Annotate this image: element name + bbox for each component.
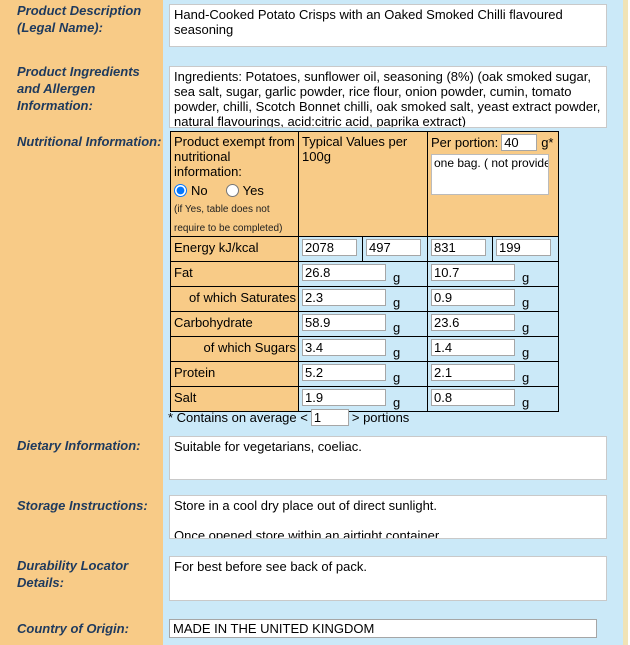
row-salt-label: Salt xyxy=(171,387,299,412)
product-description-label: Product Description (Legal Name): xyxy=(17,3,142,35)
saturates-portion-input[interactable] xyxy=(431,289,515,306)
protein-portion-unit: g xyxy=(522,370,530,385)
row-fat-label: Fat xyxy=(171,262,299,287)
carbohydrate-portion-input[interactable] xyxy=(431,314,515,331)
per-portion-grams-input[interactable] xyxy=(501,134,537,151)
portions-note xyxy=(168,406,409,428)
exempt-note-line2: require to be completed) xyxy=(174,223,283,234)
fat-100g-cell xyxy=(299,262,428,287)
energy-kcal-100g-input[interactable] xyxy=(366,239,421,256)
energy-kcal-portion-cell xyxy=(493,237,559,262)
per-100g-header-cell: Typical Values per 100g xyxy=(299,132,428,237)
energy-kj-portion-input[interactable] xyxy=(431,239,486,256)
per-portion-unit: g* xyxy=(541,135,554,150)
ingredients-textarea[interactable] xyxy=(169,66,607,128)
sugars-100g-unit: g xyxy=(393,345,401,360)
exempt-no-label: No xyxy=(191,183,208,198)
exempt-yes-label: Yes xyxy=(242,183,264,198)
portions-note-prefix: * Contains on average < xyxy=(168,409,308,425)
dietary-information-textarea[interactable] xyxy=(169,436,607,480)
product-description-textarea[interactable] xyxy=(169,4,607,47)
carbohydrate-portion-unit: g xyxy=(522,320,530,335)
sugars-portion-input[interactable] xyxy=(431,339,515,356)
ingredients-label: Product Ingredients and Allergen Information: xyxy=(17,64,140,113)
row-saturates-label: of which Saturates xyxy=(171,287,299,312)
protein-100g-unit: g xyxy=(393,370,401,385)
row-carbohydrate-label: Carbohydrate xyxy=(171,312,299,337)
salt-100g-unit: g xyxy=(393,395,401,410)
fat-100g-unit: g xyxy=(393,270,401,285)
saturates-100g-unit: g xyxy=(393,295,401,310)
energy-kj-100g-input[interactable] xyxy=(302,239,357,256)
storage-instructions-textarea[interactable] xyxy=(169,495,607,539)
carbohydrate-100g-unit: g xyxy=(393,320,401,335)
carbohydrate-portion-cell xyxy=(428,312,559,337)
sugars-100g-input[interactable] xyxy=(302,339,386,356)
fat-portion-unit: g xyxy=(522,270,530,285)
saturates-portion-cell xyxy=(428,287,559,312)
row-protein-label: Protein xyxy=(171,362,299,387)
salt-portion-input[interactable] xyxy=(431,389,515,406)
portions-count-input[interactable] xyxy=(311,409,349,426)
carbohydrate-100g-input[interactable] xyxy=(302,314,386,331)
country-of-origin-input[interactable] xyxy=(169,619,597,638)
row-sugars-label: of which Sugars xyxy=(171,337,299,362)
salt-100g-input[interactable] xyxy=(302,389,386,406)
durability-locator-label: Durability Locator Details: xyxy=(17,558,129,590)
durability-locator-textarea[interactable] xyxy=(169,556,607,601)
energy-kcal-portion-input[interactable] xyxy=(496,239,551,256)
salt-portion-cell xyxy=(428,387,559,412)
storage-instructions-label: Storage Instructions: xyxy=(17,498,148,513)
protein-100g-cell xyxy=(299,362,428,387)
exempt-question-cell xyxy=(171,132,299,237)
protein-portion-cell xyxy=(428,362,559,387)
saturates-100g-input[interactable] xyxy=(302,289,386,306)
fat-portion-input[interactable] xyxy=(431,264,515,281)
per-portion-label: Per portion: xyxy=(431,135,499,150)
per-portion-header-cell xyxy=(428,132,559,237)
fat-100g-input[interactable] xyxy=(302,264,386,281)
exempt-yes-radio[interactable] xyxy=(226,184,239,197)
country-of-origin-label: Country of Origin: xyxy=(17,621,129,636)
saturates-portion-unit: g xyxy=(522,295,530,310)
fat-portion-cell xyxy=(428,262,559,287)
portions-note-suffix: > portions xyxy=(351,409,410,425)
sugars-portion-unit: g xyxy=(522,345,530,360)
protein-portion-input[interactable] xyxy=(431,364,515,381)
dietary-information-label: Dietary Information: xyxy=(17,438,141,453)
nutritional-information-label: Nutritional Information: xyxy=(17,134,162,149)
protein-100g-input[interactable] xyxy=(302,364,386,381)
exempt-question-text: Product exempt from nutritional information: xyxy=(174,134,295,179)
per-portion-description-textarea[interactable] xyxy=(431,154,549,195)
energy-kj-portion-cell xyxy=(428,237,493,262)
energy-kcal-100g-cell xyxy=(363,237,428,262)
row-energy-label: Energy kJ/kcal xyxy=(171,237,299,262)
carbohydrate-100g-cell xyxy=(299,312,428,337)
sugars-portion-cell xyxy=(428,337,559,362)
exempt-note-line1: (if Yes, table does not xyxy=(174,204,270,215)
exempt-no-radio[interactable] xyxy=(174,184,187,197)
nutrition-table xyxy=(170,131,559,412)
energy-kj-100g-cell xyxy=(299,237,363,262)
saturates-100g-cell xyxy=(299,287,428,312)
salt-portion-unit: g xyxy=(522,395,530,410)
sugars-100g-cell xyxy=(299,337,428,362)
